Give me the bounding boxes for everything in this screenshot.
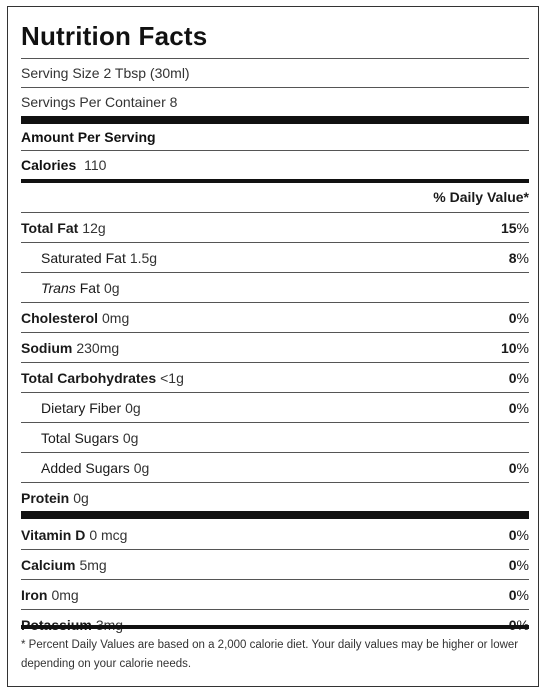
- percent-sign: %: [516, 459, 529, 476]
- percent-sign: %: [516, 586, 529, 603]
- percent-sign: %: [516, 399, 529, 416]
- daily-value-number: 0: [508, 309, 517, 326]
- amount-per-serving: Amount Per Serving: [21, 129, 156, 145]
- nutrient-amount: 12g: [82, 219, 106, 236]
- thick-divider: [21, 511, 529, 519]
- daily-value-number: 0: [508, 556, 517, 573]
- nutrient-label: Sodium: [21, 339, 73, 356]
- nutrient-amount: 0g: [122, 429, 139, 446]
- nutrient-label: Added Sugars: [41, 459, 130, 476]
- percent-sign: %: [516, 249, 529, 266]
- nutrient-row-added-sugars: [21, 453, 529, 482]
- label-title: Nutrition Facts: [21, 21, 208, 51]
- nutrient-label: Total Fat: [21, 219, 79, 236]
- nutrient-label: Fat: [79, 279, 100, 296]
- nutrient-label: Iron: [21, 586, 48, 603]
- nutrient-amount: 0g: [133, 459, 150, 476]
- thick-divider: [21, 116, 529, 124]
- vitamin-row-calcium: [21, 550, 529, 579]
- nutrient-amount: <1g: [160, 369, 184, 386]
- nutrient-amount: 0mg: [51, 586, 79, 603]
- nutrition-facts-label: [7, 6, 539, 687]
- percent-sign: %: [516, 526, 529, 543]
- nutrient-amount: 0g: [103, 279, 120, 296]
- nutrient-row-saturated-fat: [21, 243, 529, 272]
- calories-value: 110: [84, 157, 107, 173]
- calories-row: [21, 157, 106, 173]
- daily-value-number: 8: [508, 249, 517, 266]
- nutrient-row-protein: [21, 483, 529, 512]
- daily-value-number: 15: [500, 219, 517, 236]
- divider: [21, 87, 529, 88]
- daily-value-number: 0: [508, 586, 517, 603]
- nutrient-label: Total Carbohydrates: [21, 369, 157, 386]
- nutrient-row-sodium: [21, 333, 529, 362]
- nutrient-label: Cholesterol: [21, 309, 99, 326]
- percent-sign: %: [516, 309, 529, 326]
- nutrient-row-dietary-fiber: [21, 393, 529, 422]
- medium-divider: [21, 179, 529, 183]
- nutrient-row-trans-fat: [21, 273, 529, 302]
- nutrient-amount: 1.5g: [129, 249, 158, 266]
- daily-value-number: 0: [508, 526, 517, 543]
- nutrient-label: Protein: [21, 489, 70, 506]
- nutrient-amount: 230mg: [76, 339, 120, 356]
- nutrient-row-cholesterol: [21, 303, 529, 332]
- percent-sign: %: [516, 339, 529, 356]
- medium-divider: [21, 625, 529, 629]
- nutrient-label: Vitamin D: [21, 526, 86, 543]
- nutrient-amount: 5mg: [79, 556, 107, 573]
- serving-size: Serving Size 2 Tbsp (30ml): [21, 65, 190, 81]
- nutrient-row-total-sugars: [21, 423, 529, 452]
- nutrient-label: Dietary Fiber: [41, 399, 122, 416]
- nutrient-amount: 0g: [125, 399, 141, 416]
- daily-value-number: 0: [508, 459, 517, 476]
- daily-value-number: 0: [508, 399, 517, 416]
- divider: [21, 58, 529, 59]
- percent-sign: %: [516, 219, 529, 236]
- nutrient-row-total-carbohydrates: [21, 363, 529, 392]
- servings-per-container: Servings Per Container 8: [21, 94, 178, 110]
- daily-value-number: 10: [500, 339, 517, 356]
- footnote: * Percent Daily Values are based on a 2,000 calorie diet. Your daily values may be higher or lower depending on your calorie needs.: [21, 639, 519, 670]
- daily-value-number: 0: [508, 369, 517, 386]
- vitamin-row-vitamin-d: [21, 520, 529, 549]
- percent-sign: %: [516, 556, 529, 573]
- nutrient-row-total-fat: [21, 213, 529, 242]
- nutrient-label: Calcium: [21, 556, 76, 573]
- percent-sign: %: [516, 369, 529, 386]
- nutrient-label: Saturated Fat: [41, 249, 126, 266]
- divider: [21, 150, 529, 151]
- nutrient-label: Total Sugars: [41, 429, 119, 446]
- nutrient-amount: 0mg: [102, 309, 130, 326]
- daily-value-header: % Daily Value*: [433, 189, 529, 205]
- calories-label: Calories: [21, 157, 77, 173]
- nutrient-amount: 0g: [73, 489, 89, 506]
- nutrient-label-italic: Trans: [41, 279, 76, 296]
- vitamin-row-iron: [21, 580, 529, 609]
- nutrient-amount: 0 mcg: [89, 526, 128, 543]
